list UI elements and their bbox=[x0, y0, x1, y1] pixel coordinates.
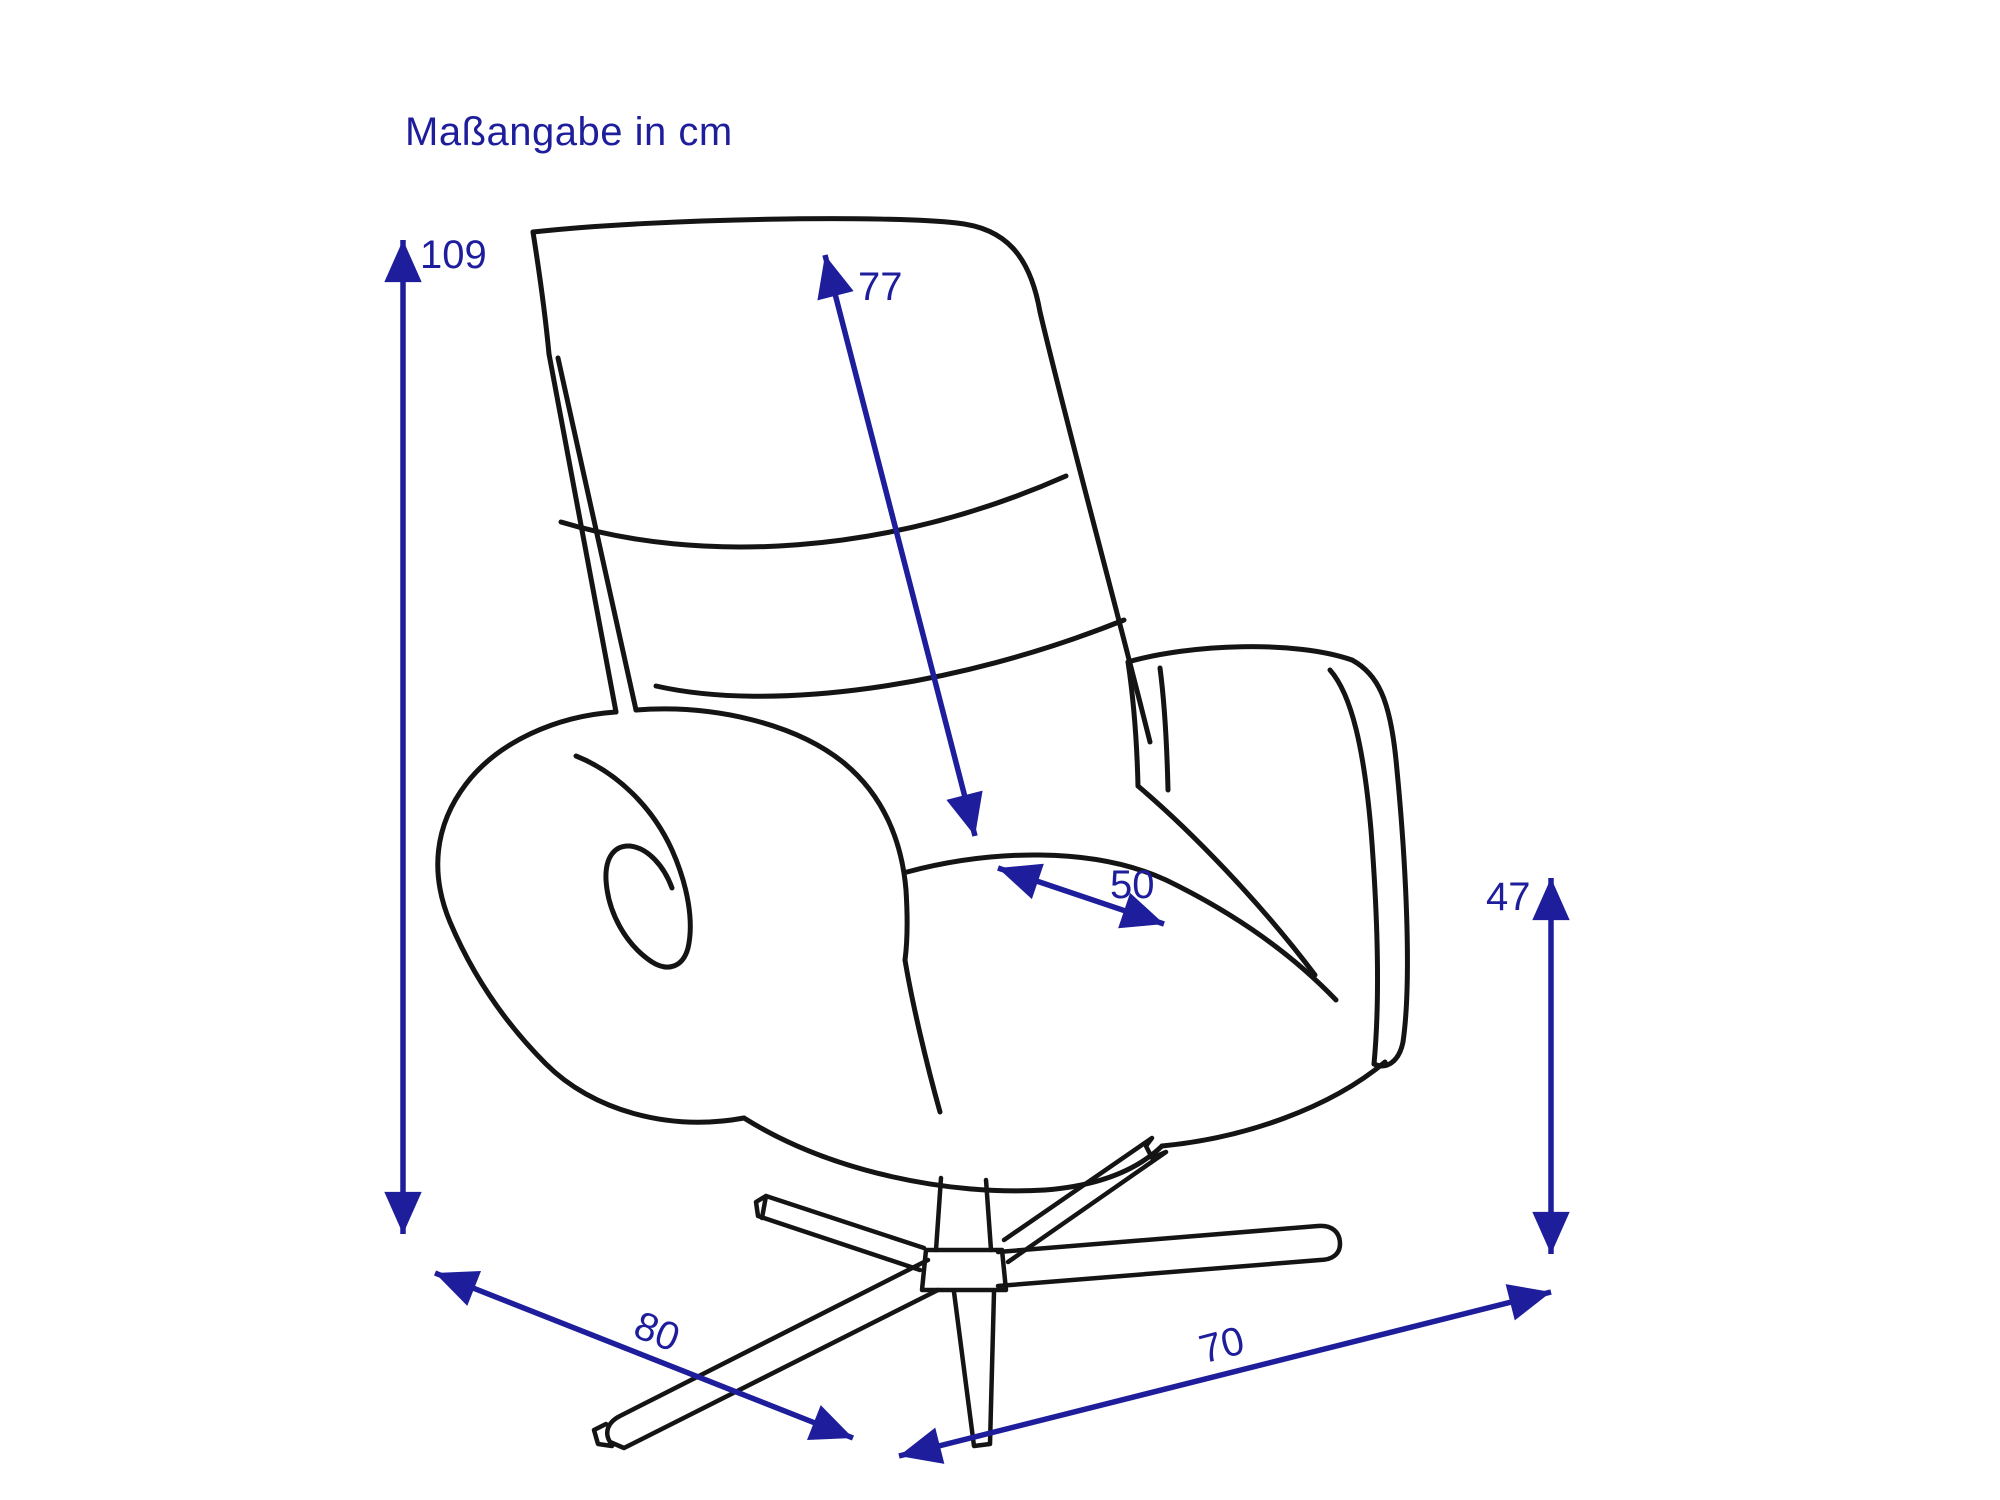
armrest-curl bbox=[576, 756, 690, 967]
total-width-arrow bbox=[899, 1292, 1551, 1456]
chair-swivel-base bbox=[594, 1138, 1340, 1448]
backrest-seam-upper bbox=[561, 476, 1066, 547]
total-depth-arrow bbox=[435, 1273, 853, 1438]
base-front-leg bbox=[954, 1292, 994, 1446]
chair-seat bbox=[744, 855, 1385, 1191]
dimension-label-total-height: 109 bbox=[420, 233, 487, 277]
dimension-annotations bbox=[403, 233, 1551, 1456]
base-spoke-back-left bbox=[756, 1196, 924, 1270]
chair-backrest bbox=[533, 219, 1150, 742]
armchair-drawing bbox=[438, 219, 1408, 1448]
dimension-label-seat-height: 47 bbox=[1486, 875, 1531, 919]
chair-right-armrest bbox=[1128, 647, 1407, 1066]
dimension-label-backrest-diagonal: 77 bbox=[858, 265, 903, 309]
dimension-total-height bbox=[403, 233, 487, 1234]
base-hub bbox=[922, 1250, 1006, 1290]
dimension-label-total-width: 70 bbox=[1194, 1318, 1249, 1373]
backrest-diagonal-arrow bbox=[825, 255, 975, 836]
dimension-seat-height bbox=[1486, 875, 1551, 1254]
dimension-backrest-diagonal bbox=[825, 255, 975, 836]
dimension-label-total-depth: 80 bbox=[627, 1303, 686, 1361]
chair-left-armrest bbox=[438, 709, 907, 1122]
dimension-seat-depth bbox=[998, 863, 1164, 924]
diagram-title: Maßangabe in cm bbox=[405, 110, 733, 154]
dimension-label-seat-depth: 50 bbox=[1110, 863, 1155, 907]
dimension-total-width bbox=[899, 1292, 1551, 1456]
backrest-seam-lower bbox=[656, 620, 1124, 696]
dimension-total-depth bbox=[435, 1273, 853, 1438]
base-column bbox=[936, 1178, 941, 1250]
